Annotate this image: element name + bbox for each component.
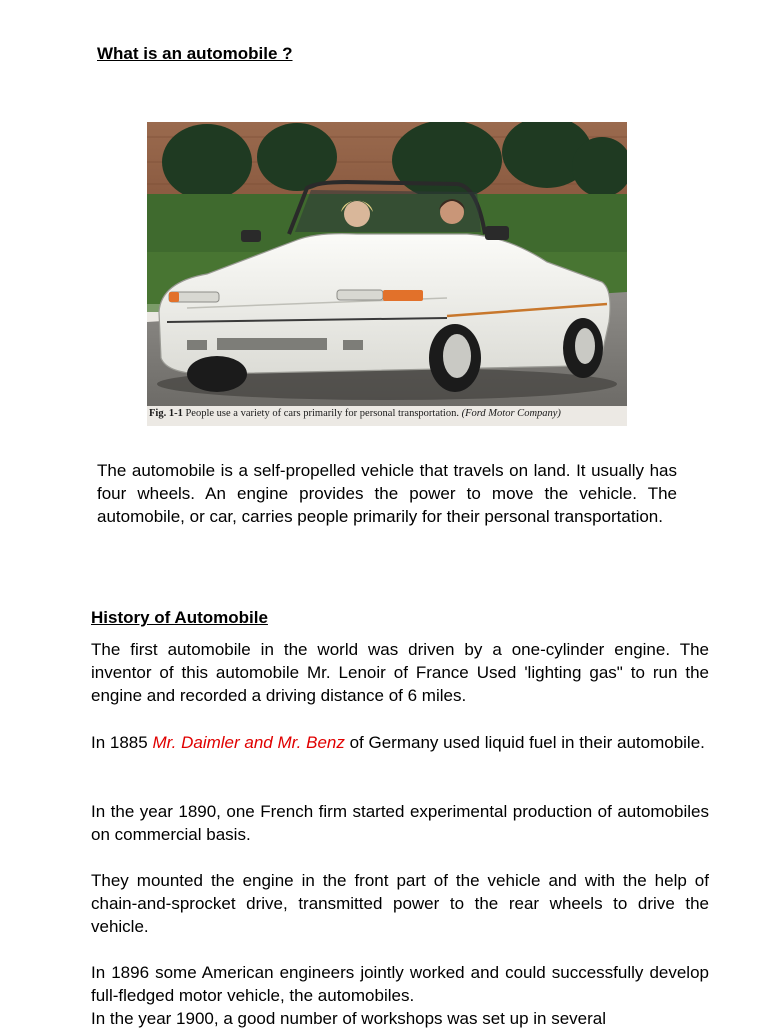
history-paragraph-4: They mounted the engine in the front part of the vehicle and with the help of chain-and-sprocket drive, transmitted power to the rear wheels to drive the vehicle. bbox=[91, 871, 709, 936]
caption-credit: (Ford Motor Company) bbox=[461, 408, 561, 419]
page-title: What is an automobile ? bbox=[97, 44, 293, 63]
caption-fig-number: Fig. 1-1 bbox=[149, 408, 183, 419]
caption-text: People use a variety of cars primarily for personal transportation. bbox=[185, 408, 459, 419]
history-paragraph-3: In the year 1890, one French firm started experimental production of automobiles on commercial basis. bbox=[91, 802, 709, 844]
figure-caption bbox=[149, 405, 625, 423]
p2-before: In 1885 bbox=[91, 733, 153, 752]
intro-paragraph: The automobile is a self-propelled vehicle that travels on land. It usually has four wheels. An engine provides the power to move the vehicle. The automobile, or car, carries people primarily for their personal transportation. bbox=[97, 461, 677, 526]
history-paragraph-2 bbox=[91, 731, 709, 754]
car-figure bbox=[147, 122, 627, 426]
p2-after: of Germany used liquid fuel in their automobile. bbox=[344, 733, 705, 752]
inventors-highlight: Mr. Daimler and Mr. Benz bbox=[152, 733, 345, 752]
history-paragraph-1: The first automobile in the world was driven by a one-cylinder engine. The inventor of this automobile Mr. Lenoir of France Used 'lighting gas" to run the engine and recorded a driving distance of 6 miles. bbox=[91, 640, 709, 705]
history-paragraph-6: In the year 1900, a good number of workshops was set up in several bbox=[91, 1009, 607, 1028]
car-photo bbox=[147, 122, 627, 406]
history-heading: History of Automobile bbox=[91, 608, 268, 627]
history-paragraph-5: In 1896 some American engineers jointly worked and could successfully develop full-fledged motor vehicle, the automobiles. bbox=[91, 963, 709, 1005]
